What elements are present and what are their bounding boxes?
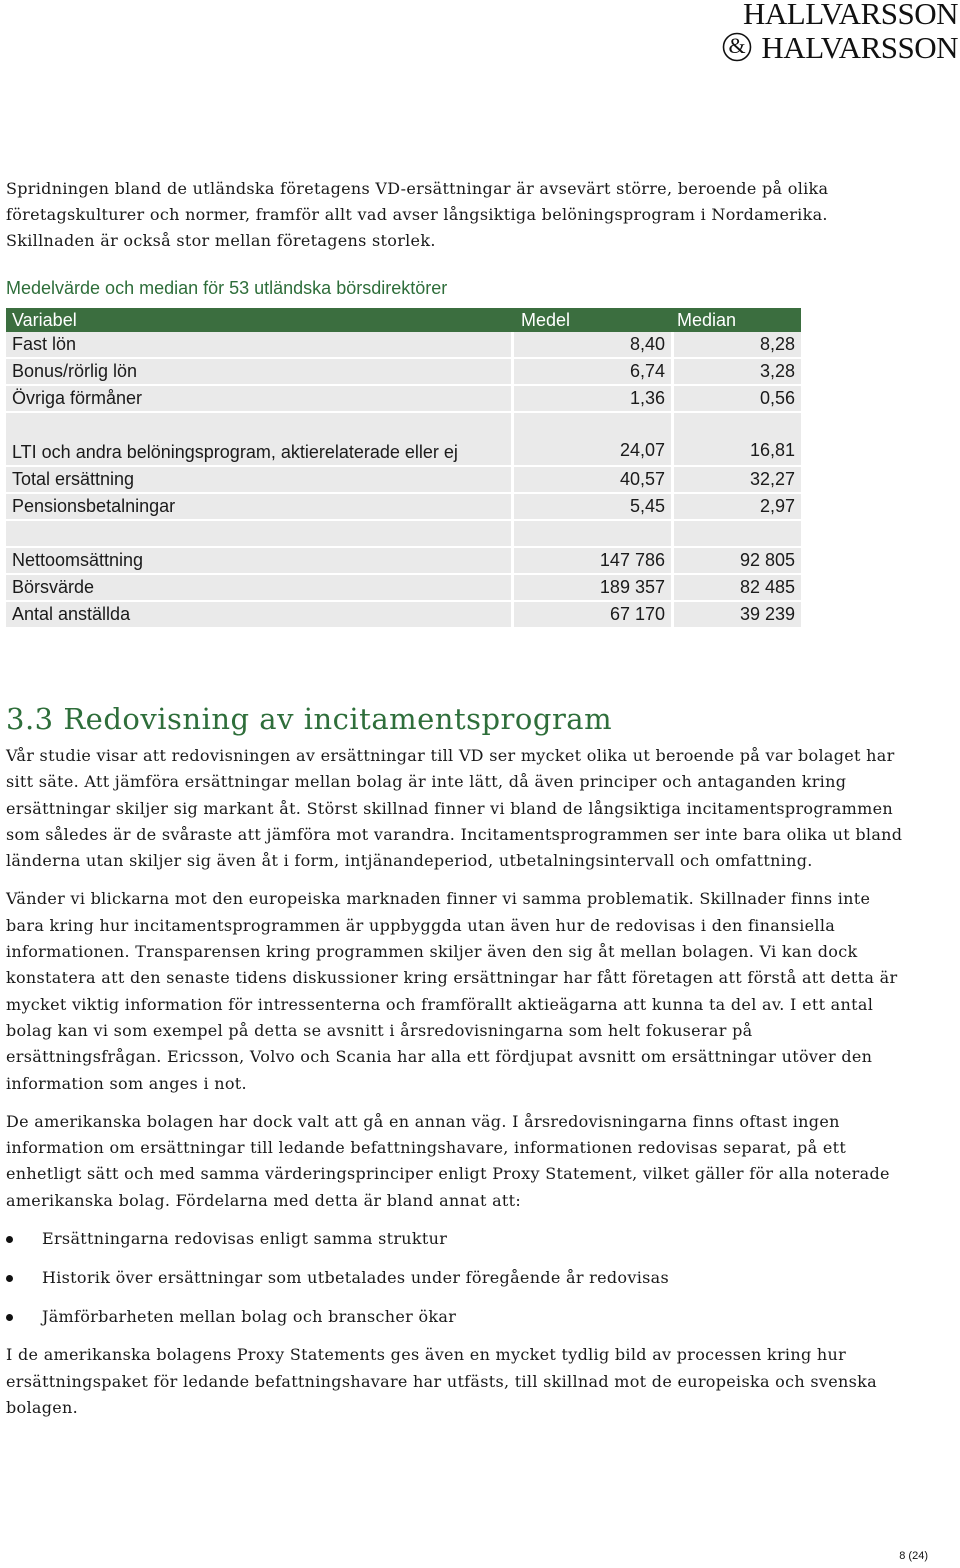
benefits-list [6,1226,906,1330]
list-item [6,1265,906,1291]
list-item [6,1304,906,1330]
row-medel: 147 786 [511,548,671,575]
row-medel: 67 170 [511,602,671,629]
table-row [6,494,801,521]
bullet-icon [6,1236,13,1243]
intro-paragraph: Spridningen bland de utländska företagens VD-ersättningar är avsevärt större, beroende på olika företagskulturer och normer, framför allt vad avser långsiktiga belöningsprogram i Nordamerika. Skillnaden är också stor mellan företagens storlek. [6,179,829,250]
row-median: 3,28 [671,359,801,386]
row-medel: 6,74 [511,359,671,386]
table-row [6,332,801,359]
row-median: 39 239 [671,602,801,629]
list-item [6,1226,906,1252]
row-median: 8,28 [671,332,801,359]
table-row [6,575,801,602]
logo-line-1: HALLVARSSON [742,0,958,31]
row-median: 16,81 [671,413,801,467]
row-medel: 189 357 [511,575,671,602]
row-label [6,521,511,548]
header-variabel: Variabel [6,308,511,332]
table-title: Medelvärde och median för 53 utländska börsdirektörer [6,278,448,298]
body-paragraph: Vänder vi blickarna mot den europeiska marknaden finner vi samma problematik. Skillnader finns inte bara kring hur incitamentsprogrammen är uppbyggda utan även hur de redovisas i den finansiella informationen. Transparensen kring programmen skiljer även den sig åt mellan bolagen. Vi kan dock konstatera att den senaste tidens diskussioner kring ersättningar har fått företagen att förstå att detta är mycket viktig information för intressenterna och framförallt aktieägarna att kunna ta del av. I ett antal bolag kan vi som exempel på detta se avsnitt i årsredovisningarna som helt fokuserar på ersättningsfrågan. Ericsson, Volvo och Scania har alla ett fördjupat avsnitt om ersättningar utöver den information som anges i not. [6,889,898,1093]
row-median: 82 485 [671,575,801,602]
company-logo [722,0,958,64]
body-paragraph: Vår studie visar att redovisningen av ersättningar till VD ser mycket olika ut beroende på var bolaget har sitt säte. Att jämföra ersättningar mellan bolag är inte lätt, då även principer och antaganden kring ersättningar skiljer sig markant åt. Störst skillnad finner vi bland de långsiktiga incitamentsprogrammen som således är de svåraste att jämföra mot varandra. Incitamentsprogrammen ser inte bara olika ut bland länderna utan skiljer sig även åt i form, intjänandeperiod, utbetalningsintervall och omfattning. [6,746,903,871]
row-label: LTI och andra belöningsprogram, aktierelaterade eller ej [6,413,511,467]
table-row [6,602,801,629]
section-heading: 3.3 Redovisning av incitamentsprogram [6,702,613,736]
row-label: Total ersättning [6,467,511,494]
row-label: Bonus/rörlig lön [6,359,511,386]
intro-text [6,176,906,254]
row-label: Pensionsbetalningar [6,494,511,521]
table-row-spacer [6,521,801,548]
list-item-text: Jämförbarheten mellan bolag och branscher ökar [42,1306,457,1326]
body-paragraph: De amerikanska bolagen har dock valt att gå en annan väg. I årsredovisningarna finns oftast ingen information om ersättningar till ledande befattningshavare, informationen redovisas separat, på ett enhetligt sätt och med samma värderingsprinciper enligt Proxy Statement, vilket gäller för alla noterade amerikanska bolag. Fördelarna med detta är bland annat att: [6,1111,890,1210]
row-label: Börsvärde [6,575,511,602]
closing-paragraph: I de amerikanska bolagens Proxy Statements ges även en mycket tydlig bild av processen kring hur ersättningspaket för ledande befattningshavare har utfästs, till skillnad mot de europeiska och svenska bolagen. [6,1345,877,1418]
header-medel: Medel [511,308,671,332]
row-median: 2,97 [671,494,801,521]
row-median: 0,56 [671,386,801,413]
table-row [6,359,801,386]
row-medel: 1,36 [511,386,671,413]
logo-line-2: HALVARSSON [761,30,958,65]
row-label: Nettoomsättning [6,548,511,575]
list-item-text: Historik över ersättningar som utbetalades under föregående år redovisas [42,1267,669,1287]
header-median: Median [671,308,801,332]
table-row [6,467,801,494]
list-item-text: Ersättningarna redovisas enligt samma struktur [42,1229,448,1249]
row-medel: 8,40 [511,332,671,359]
row-medel: 40,57 [511,467,671,494]
row-label: Övriga förmåner [6,386,511,413]
table-row [6,413,801,467]
row-median: 92 805 [671,548,801,575]
row-median: 32,27 [671,467,801,494]
row-medel: 24,07 [511,413,671,467]
logo-ampersand: & [728,33,746,58]
row-medel: 5,45 [511,494,671,521]
section-body [6,743,906,1433]
row-median [671,521,801,548]
table-header-row [6,308,801,332]
compensation-table [6,308,801,629]
table-row [6,386,801,413]
row-label: Fast lön [6,332,511,359]
row-label: Antal anställda [6,602,511,629]
bullet-icon [6,1275,13,1282]
bullet-icon [6,1314,13,1321]
table-row [6,548,801,575]
row-medel [511,521,671,548]
page-number: 8 (24) [899,1550,928,1562]
